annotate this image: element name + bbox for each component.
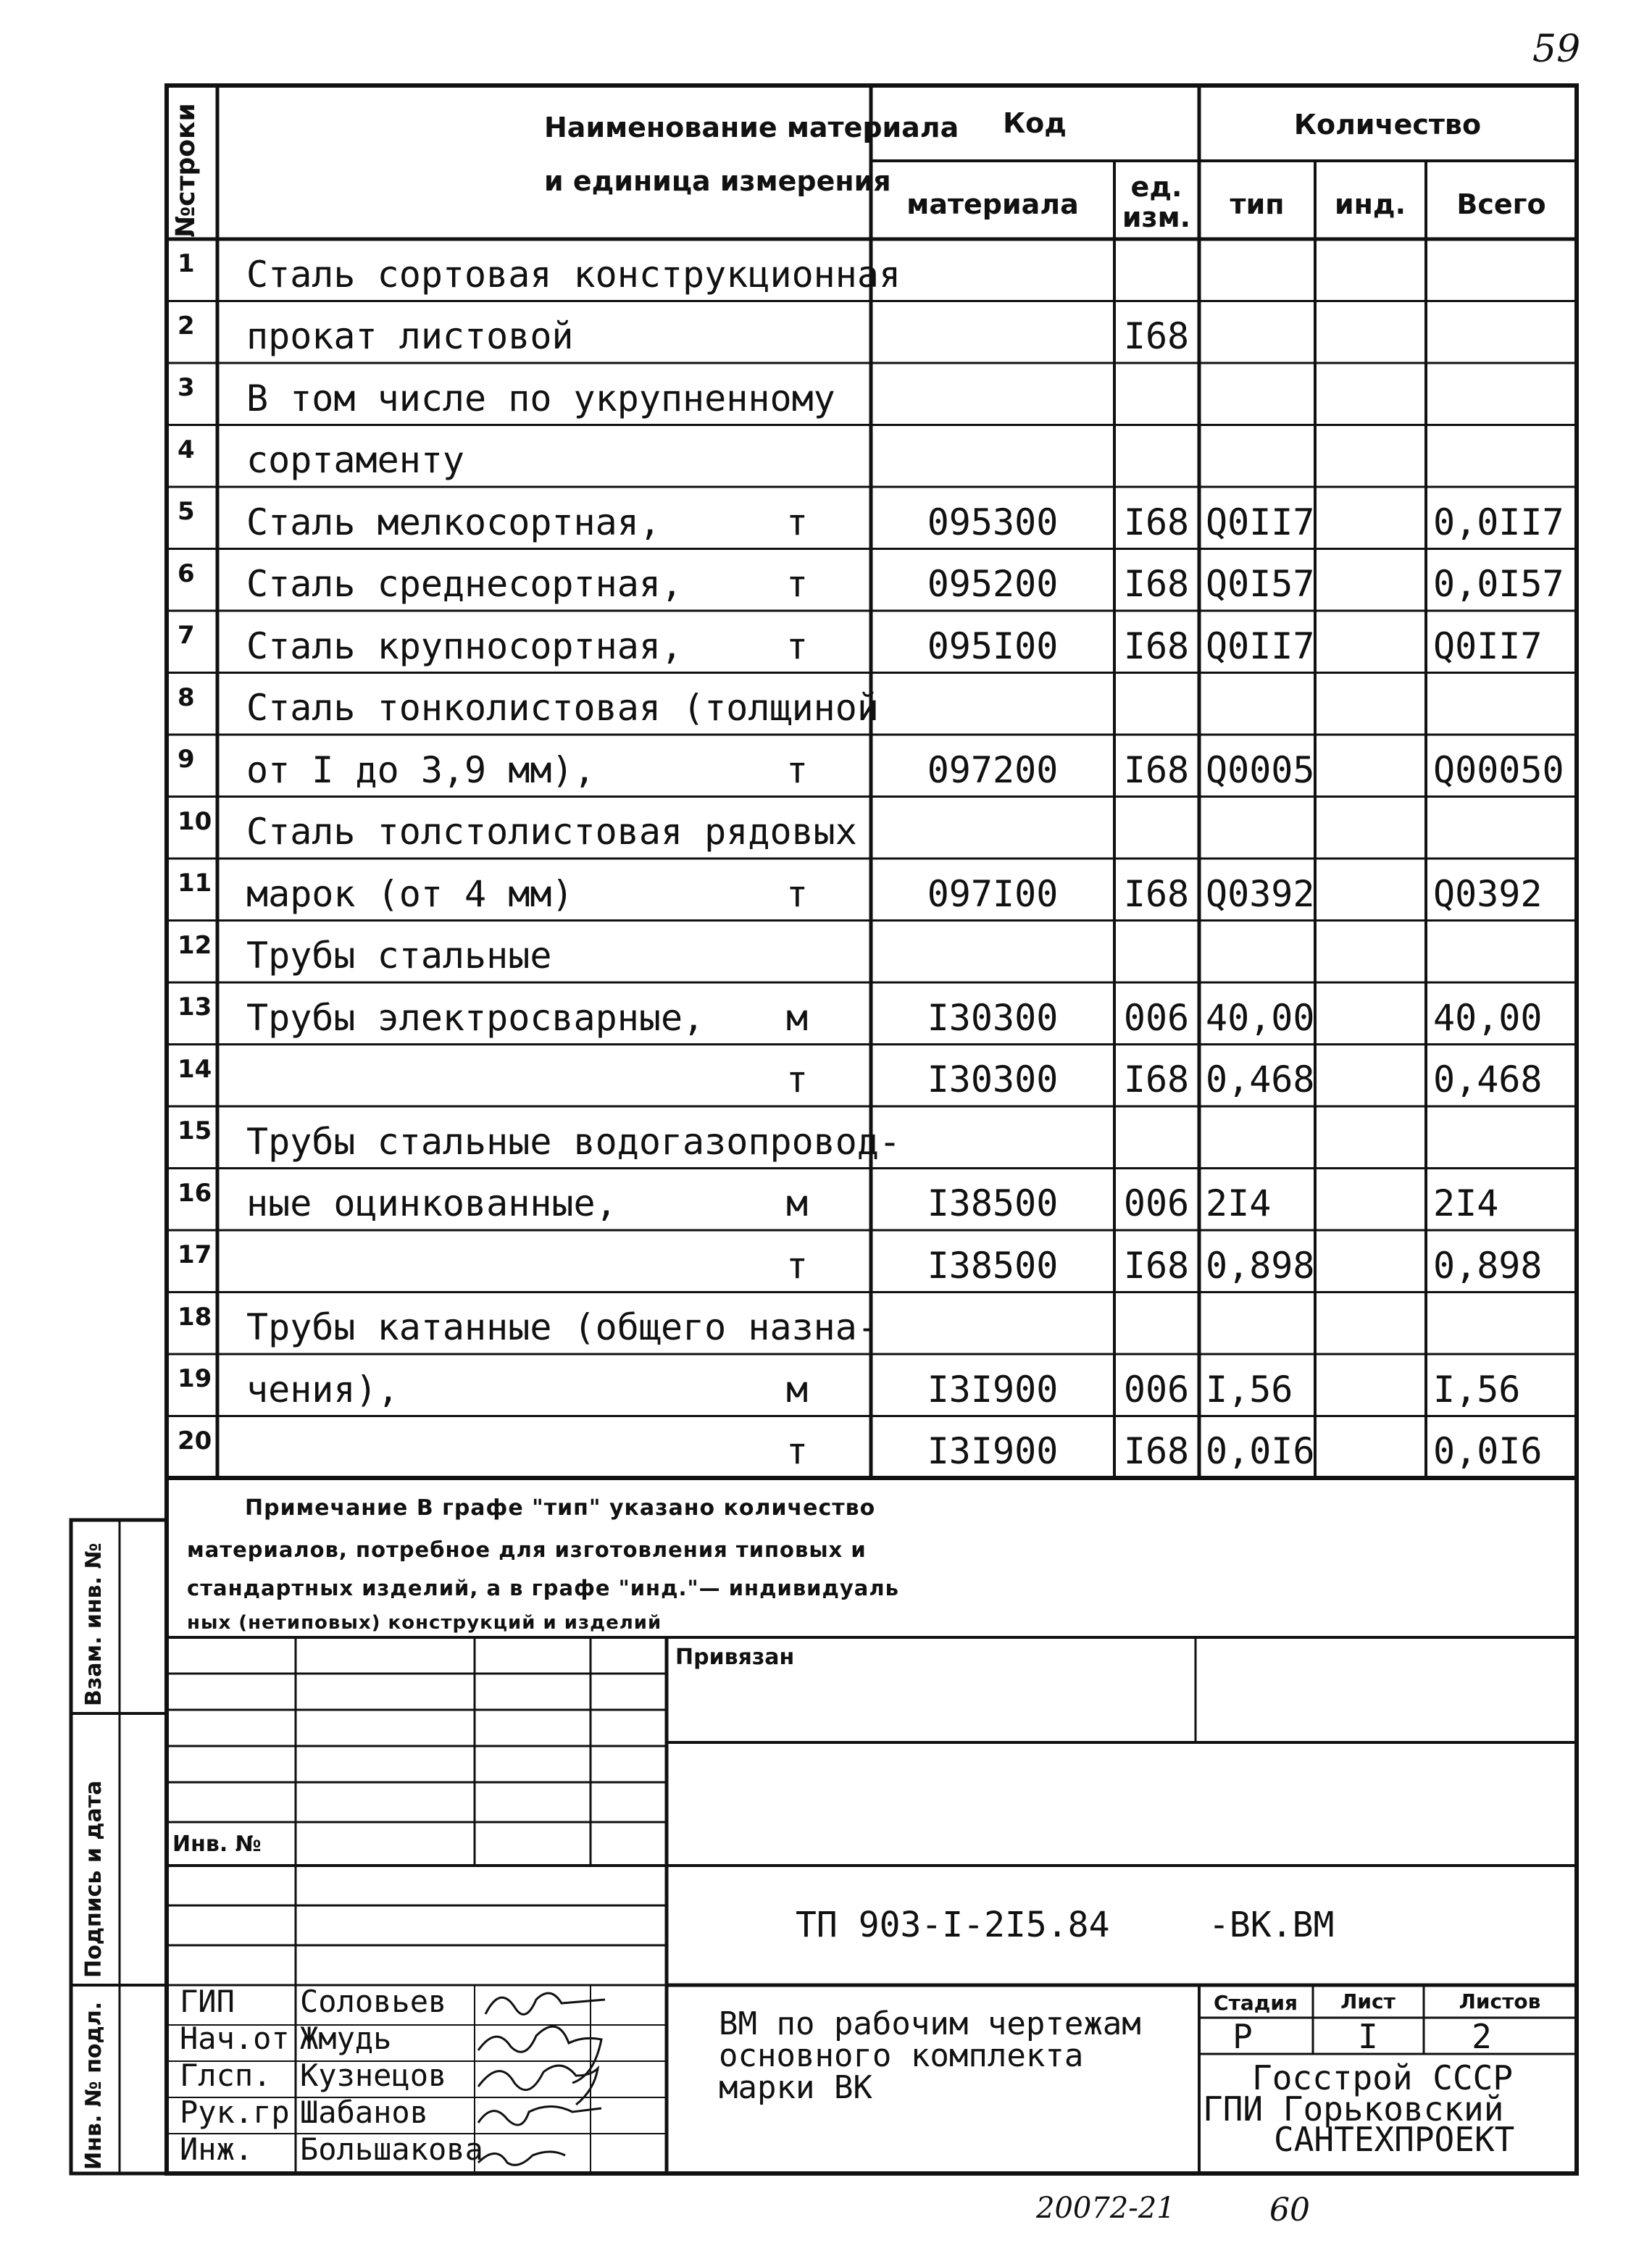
material-name: Трубы катанные (общего назна- xyxy=(246,1306,879,1348)
row-number: 4 xyxy=(178,435,195,464)
stage-value: Р xyxy=(1232,2017,1253,2056)
row-number: 3 xyxy=(178,373,195,402)
sheets-value: 2 xyxy=(1472,2017,1492,2056)
material-name: прокат листовой xyxy=(246,315,574,357)
table-row xyxy=(0,1354,1652,1416)
row-number: 6 xyxy=(178,559,195,588)
signatory-name: Шабанов xyxy=(300,2095,429,2130)
qty-type: 0,468 xyxy=(1206,1058,1315,1101)
sheets-label: Листов xyxy=(1459,1989,1541,2013)
qty-type: 40,00 xyxy=(1206,996,1315,1039)
sheet-label: Лист xyxy=(1340,1989,1396,2013)
row-number: 11 xyxy=(178,869,212,898)
material-code: 097I00 xyxy=(927,872,1059,915)
table-row xyxy=(0,487,1652,549)
code-header: Код xyxy=(1003,107,1067,139)
unit-code: I68 xyxy=(1123,563,1190,605)
inv-podl-label: Инв. № подл. xyxy=(81,2001,107,2170)
table-row xyxy=(0,921,1652,983)
qty-total: 0,898 xyxy=(1433,1244,1543,1287)
title-line-2: основного комплекта xyxy=(719,2037,1084,2074)
qty-total: 0,0I6 xyxy=(1433,1430,1543,1472)
row-number: 12 xyxy=(178,930,212,960)
qty-total: I,56 xyxy=(1433,1368,1521,1411)
note-line-2: материалов, потребное для изготовления типовых и xyxy=(187,1537,867,1562)
material-name: Сталь мелкосортная, xyxy=(246,501,661,543)
archive-number: 20072-21 xyxy=(1036,2192,1175,2225)
table-row xyxy=(0,301,1652,364)
material-name: сортаменту xyxy=(246,439,465,481)
qty-type: Q0392 xyxy=(1206,872,1315,915)
qty-total: Q00050 xyxy=(1433,748,1564,791)
stage-label: Стадия xyxy=(1214,1991,1298,2015)
material-code: 095200 xyxy=(927,563,1059,605)
quantity-header: Количество xyxy=(1293,109,1482,141)
material-name: Трубы стальные водогазопровод- xyxy=(246,1120,901,1163)
material-code: I3I900 xyxy=(927,1368,1059,1411)
unit-of-measure: т xyxy=(786,748,809,791)
row-number: 19 xyxy=(178,1364,212,1393)
material-name: от I до 3,9 мм), xyxy=(246,748,596,791)
material-name: марок (от 4 мм) xyxy=(246,872,574,915)
qty-total: 0,0I57 xyxy=(1433,563,1564,605)
material-name: чения), xyxy=(246,1368,399,1411)
table-row xyxy=(0,1106,1652,1169)
unit-of-measure: т xyxy=(786,625,809,667)
signatory-name: Жмудь xyxy=(300,2021,392,2056)
title-line-1: ВМ по рабочим чертежам xyxy=(719,2005,1141,2042)
row-number: 17 xyxy=(178,1240,212,1269)
note-line-3: стандартных изделий, а в графе "инд."— индивидуаль xyxy=(187,1576,899,1600)
signatory-name: Большакова xyxy=(300,2131,483,2167)
unit-code: I68 xyxy=(1123,315,1190,357)
row-number: 15 xyxy=(178,1116,212,1145)
table-row xyxy=(0,735,1652,797)
material-code: I38500 xyxy=(927,1182,1059,1224)
qty-ind-header: инд. xyxy=(1334,188,1406,220)
unit-of-measure: т xyxy=(786,1244,809,1287)
table-row xyxy=(0,363,1652,425)
table-row xyxy=(0,1230,1652,1292)
qty-type: 2I4 xyxy=(1206,1182,1272,1224)
code-unit-header-2: изм. xyxy=(1122,201,1191,233)
qty-type: Q0I57 xyxy=(1206,563,1315,605)
unit-of-measure: т xyxy=(786,563,809,605)
unit-code: I68 xyxy=(1123,872,1190,915)
table-row xyxy=(0,1416,1652,1479)
unit-of-measure: м xyxy=(786,1182,809,1224)
table-row xyxy=(0,859,1652,921)
unit-code: 006 xyxy=(1123,1368,1190,1411)
material-code: I38500 xyxy=(927,1244,1059,1287)
row-number: 18 xyxy=(178,1302,212,1332)
row-number: 7 xyxy=(178,621,195,650)
material-code: I3I900 xyxy=(927,1430,1059,1472)
unit-of-measure: т xyxy=(786,1430,809,1472)
material-name: Трубы стальные xyxy=(246,935,552,977)
unit-code: I68 xyxy=(1123,501,1190,543)
signatures xyxy=(478,1993,605,2165)
qty-type: I,56 xyxy=(1206,1368,1293,1411)
table-row xyxy=(0,797,1652,859)
unit-code: I68 xyxy=(1123,1430,1190,1472)
table-row xyxy=(0,1045,1652,1107)
material-code: 095I00 xyxy=(927,625,1059,667)
title-line-3: марки ВК xyxy=(719,2069,872,2106)
table-row xyxy=(0,425,1652,488)
material-name: В том числе по укрупненному xyxy=(246,377,835,419)
unit-of-measure: м xyxy=(786,996,809,1039)
unit-of-measure: т xyxy=(786,501,809,543)
qty-type: 0,898 xyxy=(1206,1244,1315,1287)
signatory-role: Рук.гр xyxy=(180,2095,290,2130)
row-number: 20 xyxy=(178,1426,212,1456)
name-header-line2: и единица измерения xyxy=(544,165,891,197)
unit-code: I68 xyxy=(1123,1058,1190,1101)
qty-total: 0,0II7 xyxy=(1433,501,1564,543)
signatory-name: Кузнецов xyxy=(300,2058,447,2093)
table-row xyxy=(0,982,1652,1045)
table-row xyxy=(0,673,1652,735)
unit-code: I68 xyxy=(1123,625,1190,667)
qty-total: 0,468 xyxy=(1433,1058,1543,1101)
material-name: Трубы электросварные, xyxy=(246,996,705,1039)
row-number: 13 xyxy=(178,993,212,1022)
org-line-3: САНТЕХПРОЕКТ xyxy=(1274,2120,1515,2159)
org-line-2: ГПИ Горьковский xyxy=(1203,2089,1504,2129)
unit-code: I68 xyxy=(1123,1244,1190,1287)
material-code: I30300 xyxy=(927,1058,1059,1101)
row-number: 8 xyxy=(178,682,195,712)
signatory-role: Инж. xyxy=(180,2131,254,2167)
qty-total: 2I4 xyxy=(1433,1182,1499,1224)
doc-code: ТП 903-I-2I5.84 xyxy=(796,1905,1110,1945)
code-unit-header-1: ед. xyxy=(1130,171,1182,203)
bound-label: Привязан xyxy=(675,1645,795,1670)
org-line-1: Госстрой СССР xyxy=(1252,2058,1514,2097)
table-row xyxy=(0,549,1652,611)
qty-total: Q0392 xyxy=(1433,872,1543,915)
qty-type: Q0005 xyxy=(1206,748,1315,791)
table-row xyxy=(0,1292,1652,1355)
row-number: 9 xyxy=(178,745,195,774)
signatory-name: Соловьев xyxy=(300,1984,447,2019)
table-row xyxy=(0,1169,1652,1231)
qty-type: 0,0I6 xyxy=(1206,1430,1315,1472)
qty-type-header: тип xyxy=(1230,188,1285,220)
row-number: 1 xyxy=(178,249,195,278)
page-number: 59 xyxy=(1532,28,1581,71)
material-name: ные оцинкованные, xyxy=(246,1182,617,1224)
note-line-4: ных (нетиповых) конструкций и изделий xyxy=(187,1612,662,1634)
material-name: Сталь тонколистовая (толщиной xyxy=(246,687,879,729)
row-number: 5 xyxy=(178,497,195,526)
unit-of-measure: т xyxy=(786,872,809,915)
unit-of-measure: м xyxy=(786,1368,809,1411)
row-number: 2 xyxy=(178,311,195,341)
name-header-line1: Наименование материала xyxy=(544,112,959,143)
code-material-header: материала xyxy=(906,188,1079,220)
unit-of-measure: т xyxy=(786,1058,809,1101)
signatory-role: Глсп. xyxy=(180,2058,272,2093)
doc-suffix: -ВК.ВМ xyxy=(1209,1905,1335,1945)
unit-code: 006 xyxy=(1123,996,1190,1039)
note-line-1: Примечание В графе "тип" указано количество xyxy=(245,1495,876,1521)
qty-total: Q0II7 xyxy=(1433,625,1543,667)
material-name: Сталь среднесортная, xyxy=(246,563,683,605)
page-number-bottom: 60 xyxy=(1269,2192,1310,2229)
table-row xyxy=(0,611,1652,673)
material-name: Сталь сортовая конструкционная xyxy=(246,253,901,296)
unit-code: I68 xyxy=(1123,748,1190,791)
row-number: 10 xyxy=(178,806,212,836)
material-code: I30300 xyxy=(927,996,1059,1039)
qty-type: Q0II7 xyxy=(1206,501,1315,543)
podpis-label: Подпись и дата xyxy=(81,1780,107,1978)
qty-total-header: Всего xyxy=(1456,188,1546,220)
qty-total: 40,00 xyxy=(1433,996,1543,1039)
qty-type: Q0II7 xyxy=(1206,625,1315,667)
material-code: 097200 xyxy=(927,748,1059,791)
inv-no-label: Инв. № xyxy=(172,1832,262,1857)
vzam-label: Взам. инв. № xyxy=(81,1542,107,1706)
row-number: 14 xyxy=(178,1054,212,1084)
signatory-role: Нач.от xyxy=(180,2021,290,2056)
table-row xyxy=(0,239,1652,301)
material-code: 095300 xyxy=(927,501,1059,543)
row-no-header: №строки xyxy=(171,103,201,238)
signatory-role: ГИП xyxy=(180,1984,235,2019)
material-name: Сталь толстолистовая рядовых xyxy=(246,811,857,853)
material-name: Сталь крупносортная, xyxy=(246,625,683,667)
row-number: 16 xyxy=(178,1178,212,1208)
sheet-value: I xyxy=(1358,2017,1378,2056)
unit-code: 006 xyxy=(1123,1182,1190,1224)
